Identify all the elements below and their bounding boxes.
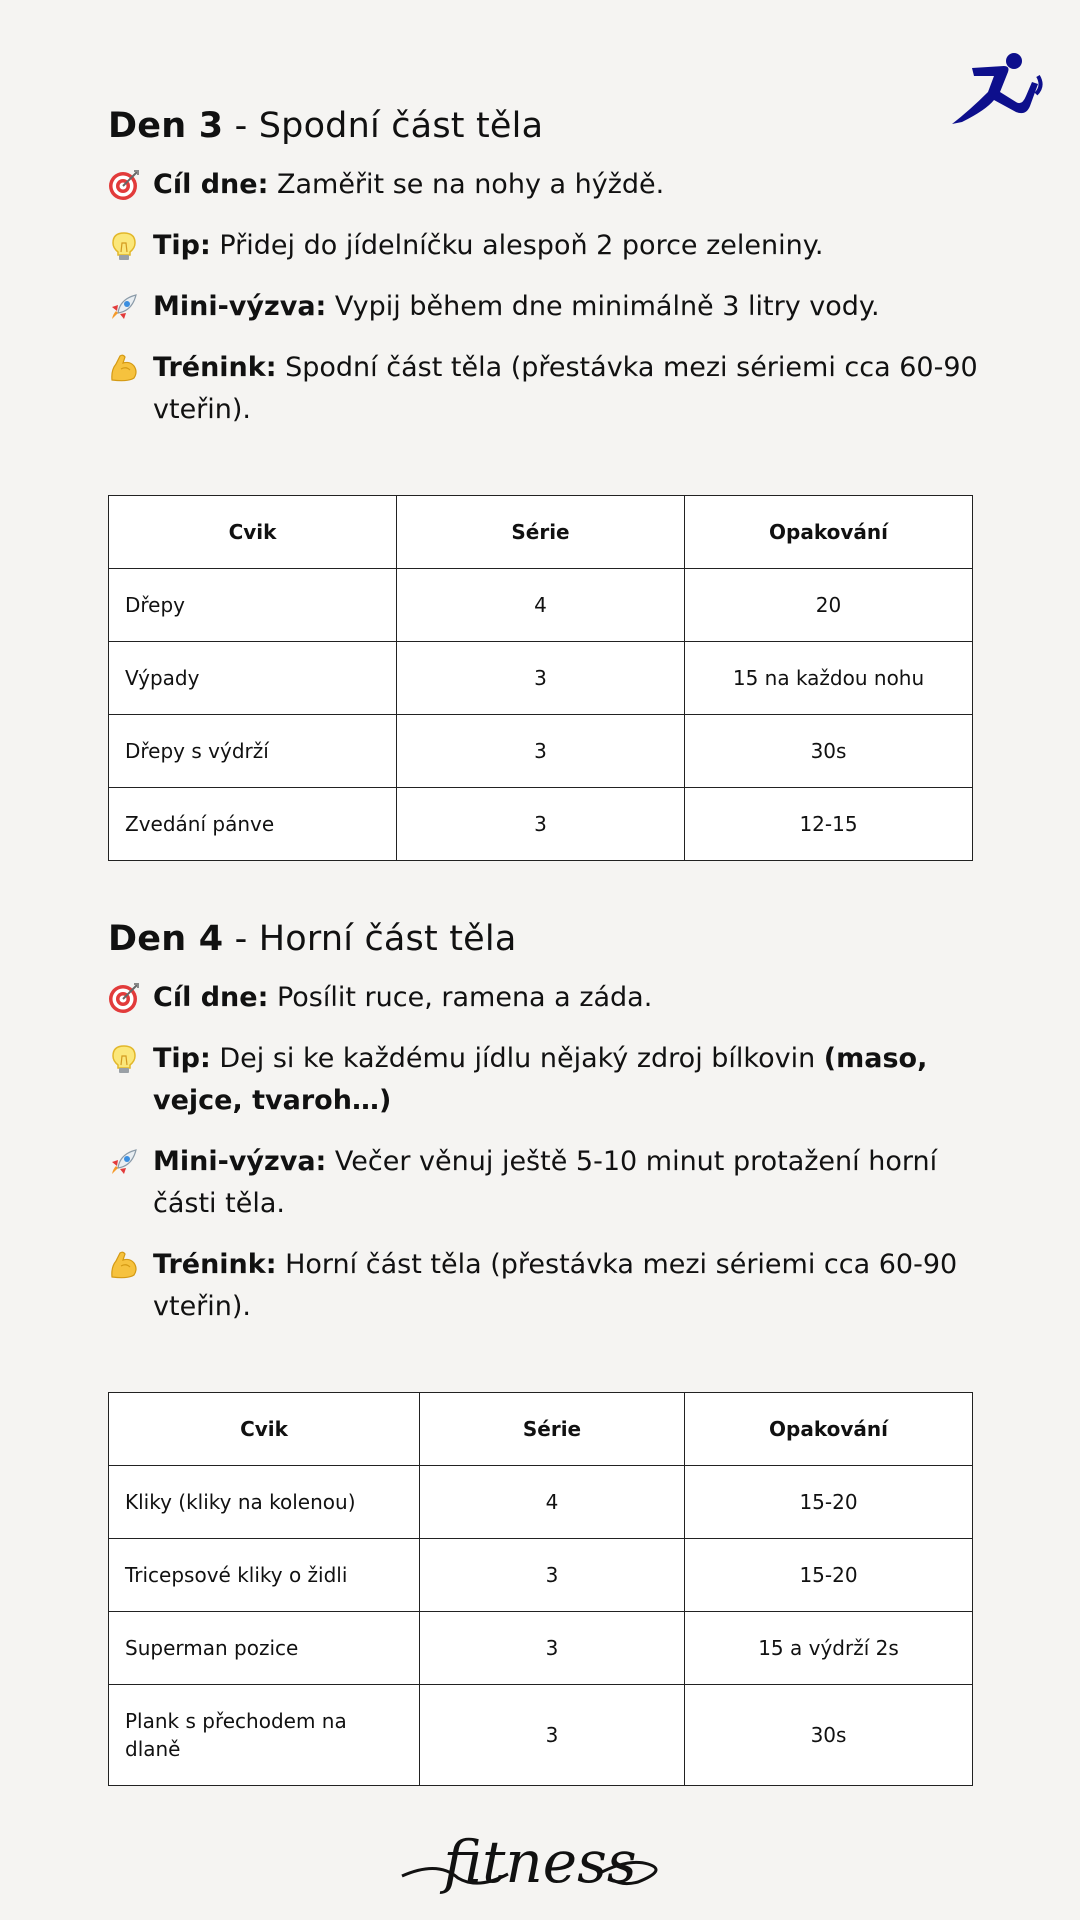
target-icon: [108, 982, 140, 1014]
table-row: [109, 1539, 973, 1612]
table-cell: 15 na každou nohu: [685, 642, 973, 715]
target-icon: [108, 169, 140, 201]
day3-exercise-table: [108, 495, 973, 861]
item-text: Vypij během dne minimálně 3 litry vody.: [326, 291, 880, 322]
table-row: [109, 788, 973, 861]
item-label: Trénink:: [153, 352, 277, 383]
day3-title: [108, 104, 988, 148]
lightbulb-icon: [108, 1043, 140, 1075]
item-label: Mini-výzva:: [153, 1146, 327, 1177]
table-cell: 3: [397, 715, 685, 788]
item-label: Cíl dne:: [153, 169, 269, 200]
table-row: [109, 715, 973, 788]
day4-title: [108, 917, 988, 961]
column-header-exercise: Cvik: [109, 1393, 420, 1466]
item-text-bold: (maso, vejce, tvaroh…): [153, 1043, 928, 1116]
item-label: Tip:: [153, 1043, 211, 1074]
table-header-row: [109, 1393, 973, 1466]
table-cell: Plank s přechodem na dlaně: [109, 1685, 420, 1786]
list-item-goal: [108, 164, 988, 206]
table-cell: Zvedání pánve: [109, 788, 397, 861]
column-header-reps: Opakování: [685, 496, 973, 569]
table-cell: Výpady: [109, 642, 397, 715]
table-cell: Kliky (kliky na kolenou): [109, 1466, 420, 1539]
list-item-training: [108, 347, 988, 431]
column-header-reps: Opakování: [685, 1393, 973, 1466]
table-cell: 4: [397, 569, 685, 642]
list-item-tip: [108, 225, 988, 267]
item-text: Dej si ke každému jídlu nějaký zdroj bílkovin: [210, 1043, 824, 1074]
item-text: Večer věnuj ještě 5-10 minut protažení horní části těla.: [153, 1146, 938, 1219]
table-cell: 15-20: [685, 1539, 973, 1612]
table-cell: Superman pozice: [109, 1612, 420, 1685]
list-item-training: [108, 1244, 988, 1328]
item-label: Tip:: [153, 230, 211, 261]
table-cell: 15 a výdrží 2s: [685, 1612, 973, 1685]
item-label: Cíl dne:: [153, 982, 269, 1013]
day4-title-rest: - Horní část těla: [223, 919, 517, 959]
table-row: [109, 1466, 973, 1539]
table-cell: 3: [397, 788, 685, 861]
item-label: Trénink:: [153, 1249, 277, 1280]
wordmark-text: fitness: [443, 1828, 637, 1896]
lightbulb-icon: [108, 230, 140, 262]
item-text: Spodní část těla (přestávka mezi sériemi cca 60-90 vteřin).: [153, 352, 978, 425]
table-cell: 30s: [685, 715, 973, 788]
table-cell: 12-15: [685, 788, 973, 861]
table-cell: 20: [685, 569, 973, 642]
flexed-biceps-icon: [108, 1249, 140, 1281]
table-row: [109, 1612, 973, 1685]
table-cell: Dřepy s výdrží: [109, 715, 397, 788]
day4-title-bold: Den 4: [108, 919, 224, 959]
list-item-challenge: [108, 286, 988, 328]
table-row: [109, 642, 973, 715]
table-cell: 4: [420, 1466, 685, 1539]
item-text: Posílit ruce, ramena a záda.: [268, 982, 653, 1013]
item-text: Přidej do jídelníčku alespoň 2 porce zeleniny.: [210, 230, 824, 261]
list-item-goal: [108, 977, 988, 1019]
item-label: Mini-výzva:: [153, 291, 327, 322]
table-cell: 3: [420, 1539, 685, 1612]
table-row: [109, 569, 973, 642]
list-item-challenge: [108, 1141, 988, 1225]
day4-items: [108, 977, 988, 1328]
flexed-biceps-icon: [108, 352, 140, 384]
item-text: Horní část těla (přestávka mezi sériemi cca 60-90 vteřin).: [153, 1249, 958, 1322]
day3-items: [108, 164, 988, 431]
rocket-icon: [108, 291, 140, 323]
table-cell: 15-20: [685, 1466, 973, 1539]
table-cell: Tricepsové kliky o židli: [109, 1539, 420, 1612]
day4-section: [108, 917, 988, 1328]
rocket-icon: [108, 1146, 140, 1178]
list-item-tip: [108, 1038, 988, 1122]
fitness-wordmark-logo: [398, 1820, 682, 1912]
table-cell: Dřepy: [109, 569, 397, 642]
table-cell: 3: [420, 1685, 685, 1786]
table-cell: 30s: [685, 1685, 973, 1786]
table-header-row: [109, 496, 973, 569]
column-header-sets: Série: [420, 1393, 685, 1466]
column-header-sets: Série: [397, 496, 685, 569]
day3-title-bold: Den 3: [108, 106, 224, 146]
day3-title-rest: - Spodní část těla: [223, 106, 544, 146]
day4-exercise-table: [108, 1392, 973, 1786]
table-row: [109, 1685, 973, 1786]
item-text: Zaměřit se na nohy a hýždě.: [268, 169, 665, 200]
table-cell: 3: [420, 1612, 685, 1685]
table-cell: 3: [397, 642, 685, 715]
day3-section: [108, 104, 988, 431]
column-header-exercise: Cvik: [109, 496, 397, 569]
